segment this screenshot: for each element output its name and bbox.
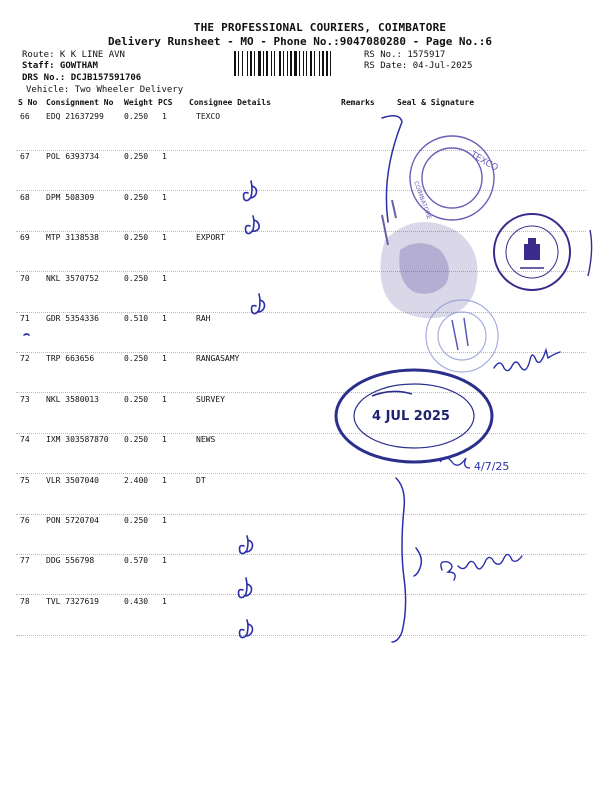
cell-sno: 77: [20, 556, 30, 565]
barcode-bar: [234, 51, 236, 76]
table-row: [0, 516, 600, 530]
row-divider: [16, 594, 586, 595]
cell-consignment: TVL 7327619: [46, 597, 99, 606]
cell-weight: 0.510: [124, 314, 149, 323]
table-row: [0, 395, 600, 409]
barcode-bar: [326, 51, 328, 76]
barcode-bar: [294, 51, 297, 76]
barcode-bar: [274, 51, 275, 76]
column-header-seal: Seal & Signature: [397, 98, 475, 107]
barcode-bar: [247, 51, 248, 76]
cell-consignment: POL 6393734: [46, 152, 99, 161]
texco-stamp-text: TEXCO: [468, 149, 500, 174]
coimbatore-stamp-text: COIMBATORE: [412, 180, 433, 221]
table-row: [0, 193, 600, 207]
cell-consignment: DDG 556798: [46, 556, 95, 565]
barcode-bar: [242, 51, 243, 76]
cell-weight: 0.430: [124, 597, 149, 606]
cell-sno: 73: [20, 395, 30, 404]
row-divider: [16, 271, 586, 272]
table-row: [0, 152, 600, 166]
cell-consignment: NKL 3580013: [46, 395, 99, 404]
cell-consignment: NKL 3570752: [46, 274, 99, 283]
column-header-pcs: PCS: [158, 98, 173, 107]
row-divider: [16, 473, 586, 474]
page-title: THE PROFESSIONAL COURIERS, COIMBATORE: [193, 21, 447, 34]
cell-pcs: 1: [162, 435, 167, 444]
cell-consignment: VLR 3507040: [46, 476, 99, 485]
barcode-bar: [303, 51, 304, 76]
cell-consignee: RANGASAMY: [196, 354, 240, 363]
column-header-consignment: Consignment No: [46, 98, 114, 107]
cell-sno: 71: [20, 314, 30, 323]
date-stamp-text: 4 JUL 2025: [372, 409, 450, 424]
cell-pcs: 1: [162, 354, 167, 363]
row-divider: [16, 231, 586, 232]
cell-pcs: 1: [162, 597, 167, 606]
drs-number: DRS No.: DCJB157591706: [22, 73, 142, 83]
barcode-bar: [330, 51, 331, 76]
cell-consignment: TRP 663656: [46, 354, 95, 363]
cell-consignment: PON 5720704: [46, 516, 99, 525]
cell-weight: 0.250: [124, 395, 149, 404]
cell-consignee: TEXCO: [196, 112, 221, 121]
table-row: [0, 112, 600, 126]
vehicle-label: Vehicle: Two Wheeler Delivery: [26, 85, 184, 95]
table-row: [0, 556, 600, 570]
barcode-bar: [314, 51, 315, 76]
barcode-bar: [310, 51, 312, 76]
barcode-bar: [271, 51, 272, 76]
cell-consignee: SURVEY: [196, 395, 225, 404]
cell-pcs: 1: [162, 314, 167, 323]
row-divider: [16, 433, 586, 434]
table-row: [0, 354, 600, 368]
barcode-bar: [306, 51, 307, 76]
cell-consignee: EXPORT: [196, 233, 225, 242]
column-header-remarks: Remarks: [341, 98, 375, 107]
cell-consignment: IXM 303587870: [46, 435, 109, 444]
cell-sno: 70: [20, 274, 30, 283]
cell-sno: 74: [20, 435, 30, 444]
staff-label: Staff: GOWTHAM: [22, 61, 98, 71]
row-divider: [16, 312, 586, 313]
cell-sno: 76: [20, 516, 30, 525]
cell-sno: 78: [20, 597, 30, 606]
cell-pcs: 1: [162, 395, 167, 404]
texco-round-stamp: [410, 136, 500, 220]
row-divider: [16, 392, 586, 393]
cell-weight: 0.570: [124, 556, 149, 565]
row-divider: [16, 635, 586, 636]
cell-weight: 2.400: [124, 476, 149, 485]
table-row: [0, 274, 600, 288]
rs-date: RS Date: 04-Jul-2025: [364, 61, 473, 71]
row-divider: [16, 190, 586, 191]
barcode: [234, 51, 356, 76]
cell-sno: 67: [20, 152, 30, 161]
row-divider: [16, 150, 586, 151]
barcode-bar: [258, 51, 261, 76]
barcode-bar: [263, 51, 264, 76]
barcode-bar: [250, 51, 252, 76]
table-row: [0, 233, 600, 247]
cell-sno: 66: [20, 112, 30, 121]
cell-sno: 68: [20, 193, 30, 202]
barcode-bar: [299, 51, 300, 76]
cell-consignee: NEWS: [196, 435, 216, 444]
barcode-bar: [266, 51, 268, 76]
route-label: Route: K K LINE AVN: [22, 50, 125, 60]
row-divider: [16, 514, 586, 515]
cell-consignment: MTP 3138538: [46, 233, 99, 242]
cell-consignment: GDR 5354336: [46, 314, 99, 323]
barcode-bar: [279, 51, 281, 76]
barcode-bar: [290, 51, 292, 76]
page-subtitle: Delivery Runsheet - MO - Phone No.:9047080280 - Page No.:6: [107, 35, 493, 48]
cell-consignment: EDQ 21637299: [46, 112, 104, 121]
column-header-consignee: Consignee Details: [189, 98, 271, 107]
cell-weight: 0.250: [124, 516, 149, 525]
cell-sno: 69: [20, 233, 30, 242]
signature-date-text: 4/7/25: [474, 460, 510, 473]
barcode-bar: [283, 51, 284, 76]
cell-weight: 0.250: [124, 152, 149, 161]
cell-sno: 75: [20, 476, 30, 485]
cell-consignment: DPM 508309: [46, 193, 95, 202]
table-row: [0, 476, 600, 490]
table-row: [0, 314, 600, 328]
row-divider: [16, 554, 586, 555]
smudged-stamp: [381, 200, 478, 318]
column-header-sno: S No: [18, 98, 38, 107]
barcode-bar: [287, 51, 288, 76]
cell-pcs: 1: [162, 476, 167, 485]
rs-number: RS No.: 1575917: [364, 50, 446, 60]
cell-pcs: 1: [162, 152, 167, 161]
cell-pcs: 1: [162, 556, 167, 565]
table-row: [0, 597, 600, 611]
cell-pcs: 1: [162, 274, 167, 283]
cell-pcs: 1: [162, 516, 167, 525]
table-row: [0, 435, 600, 449]
cell-pcs: 1: [162, 233, 167, 242]
row-divider: [16, 352, 586, 353]
cell-weight: 0.250: [124, 274, 149, 283]
column-header-weight: Weight: [124, 98, 153, 107]
cell-weight: 0.250: [124, 112, 149, 121]
cell-weight: 0.250: [124, 435, 149, 444]
cell-sno: 72: [20, 354, 30, 363]
cell-consignee: RAH: [196, 314, 211, 323]
cell-weight: 0.250: [124, 233, 149, 242]
cell-pcs: 1: [162, 193, 167, 202]
barcode-bar: [322, 51, 324, 76]
signature-row-75: [440, 458, 509, 473]
cell-weight: 0.250: [124, 354, 149, 363]
barcode-bar: [319, 51, 320, 76]
cell-weight: 0.250: [124, 193, 149, 202]
barcode-bar: [238, 51, 239, 76]
barcode-bar: [254, 51, 255, 76]
cell-pcs: 1: [162, 112, 167, 121]
cell-consignee: DT: [196, 476, 206, 485]
